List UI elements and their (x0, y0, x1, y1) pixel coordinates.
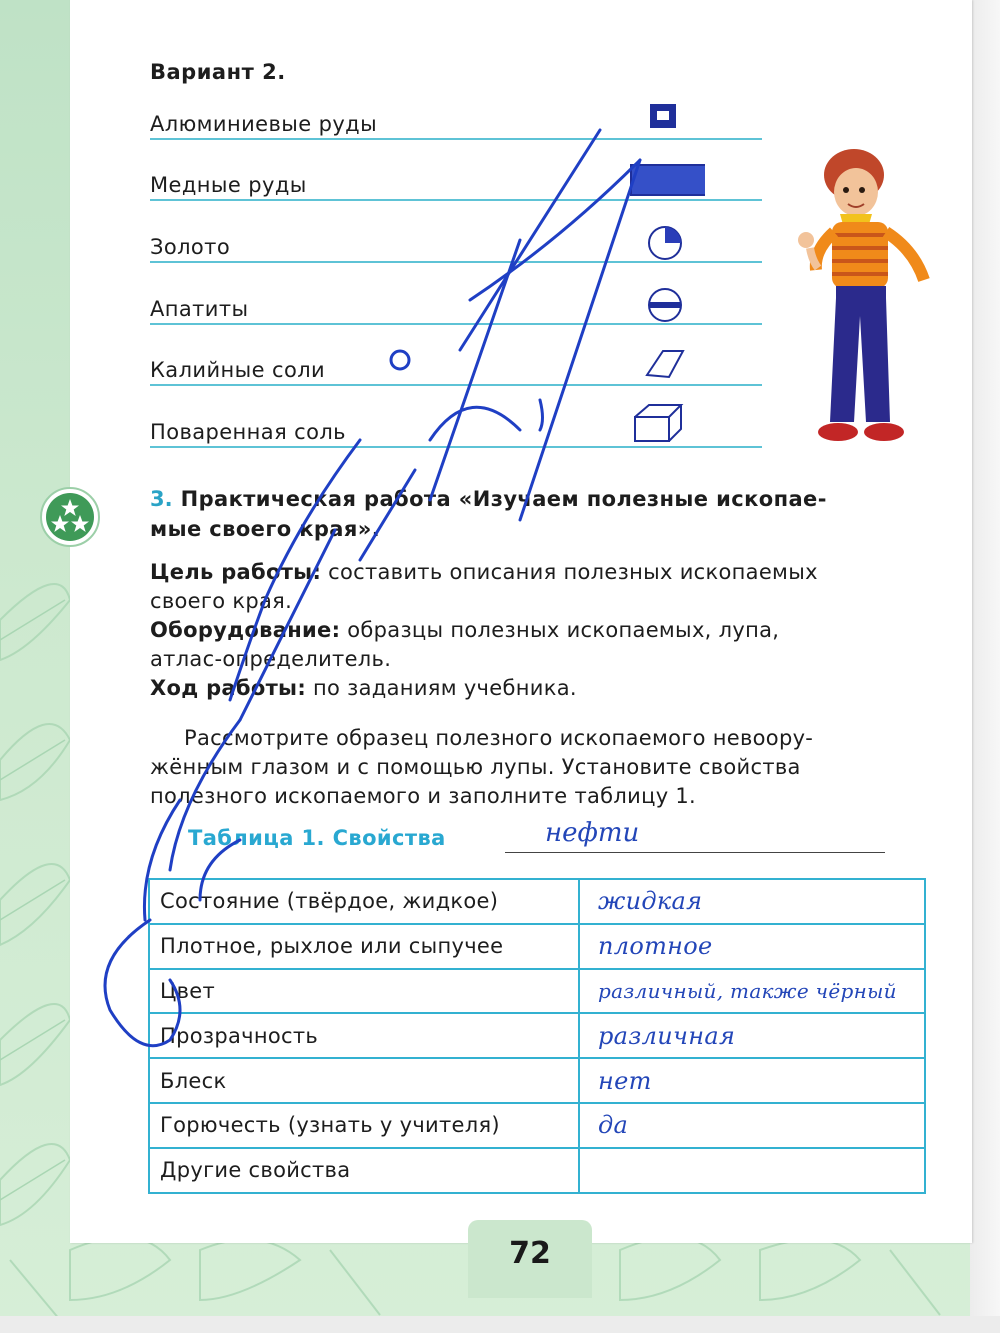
procedure-text: по заданиям учебника. (306, 676, 577, 700)
property-cell: Плотное, рыхлое или сыпучее (149, 924, 579, 969)
property-cell: Прозрачность (149, 1013, 579, 1058)
page-number: 72 (509, 1236, 551, 1271)
properties-table (148, 878, 926, 1194)
goal-text-continued: своего края. (150, 589, 293, 613)
value-cell[interactable] (579, 1148, 925, 1193)
striped-circle-icon (649, 289, 681, 321)
work-description (150, 558, 928, 703)
legend-label: Калийные соли (150, 358, 326, 382)
goal-label: Цель работы: (150, 560, 322, 584)
goal-text: составить описания полезных ископаемых (321, 560, 818, 584)
filled-rectangle-icon (631, 165, 705, 195)
equipment-text: образцы полезных ископаемых, лупа, (340, 618, 780, 642)
section-3-heading (150, 484, 930, 544)
instruction-line: полезного ископаемого и заполните таблицу 1. (150, 784, 697, 808)
table-row (149, 1103, 925, 1148)
value-cell[interactable]: жидкая (579, 879, 925, 924)
value-cell[interactable]: плотное (579, 924, 925, 969)
instruction-paragraph (150, 724, 928, 811)
property-cell: Цвет (149, 969, 579, 1014)
instruction-line: жённым глазом и с помощью лупы. Установите свойства (150, 755, 801, 779)
handwritten-subject[interactable]: нефти (545, 818, 640, 848)
variant-title: Вариант 2. (150, 60, 286, 84)
boy-illustration (796, 140, 936, 450)
value-cell[interactable]: различный, также чёрный (579, 969, 925, 1014)
instruction-line: Рассмотрите образец полезного ископаемого невоору- (184, 726, 814, 750)
value-cell[interactable]: нет (579, 1058, 925, 1103)
property-cell: Другие свойства (149, 1148, 579, 1193)
section-title-line2: мые своего края». (150, 517, 381, 541)
equipment-label: Оборудование: (150, 618, 341, 642)
value-cell[interactable]: да (579, 1103, 925, 1148)
property-cell: Блеск (149, 1058, 579, 1103)
caption-fill-line (505, 852, 885, 853)
value-cell[interactable]: различная (579, 1013, 925, 1058)
table-row (149, 879, 925, 924)
stars-badge-icon (39, 486, 101, 548)
legend-label: Золото (150, 235, 231, 259)
legend-label: Апатиты (150, 297, 249, 321)
table-row (149, 924, 925, 969)
section-title-line1: Практическая работа «Изучаем полезные ископае- (180, 487, 827, 511)
section-number: 3. (150, 487, 173, 511)
equipment-text-continued: атлас-определитель. (150, 647, 392, 671)
table-caption: Таблица 1. Свойства (188, 826, 446, 850)
table-row (149, 1058, 925, 1103)
table-row (149, 1013, 925, 1058)
mineral-symbols (625, 95, 705, 455)
legend-label: Алюминиевые руды (150, 112, 378, 136)
table-row (149, 1148, 925, 1193)
filled-square-icon (651, 105, 675, 127)
parallelogram-icon (647, 351, 683, 377)
property-cell: Горючесть (узнать у учителя) (149, 1103, 579, 1148)
legend-label: Медные руды (150, 173, 307, 197)
half-filled-circle-icon (649, 227, 681, 259)
page-bottom-strip (0, 1316, 1000, 1333)
cube-icon (635, 405, 681, 441)
procedure-label: Ход работы: (150, 676, 307, 700)
property-cell: Состояние (твёрдое, жидкое) (149, 879, 579, 924)
table-row (149, 969, 925, 1014)
legend-label: Поваренная соль (150, 420, 346, 444)
